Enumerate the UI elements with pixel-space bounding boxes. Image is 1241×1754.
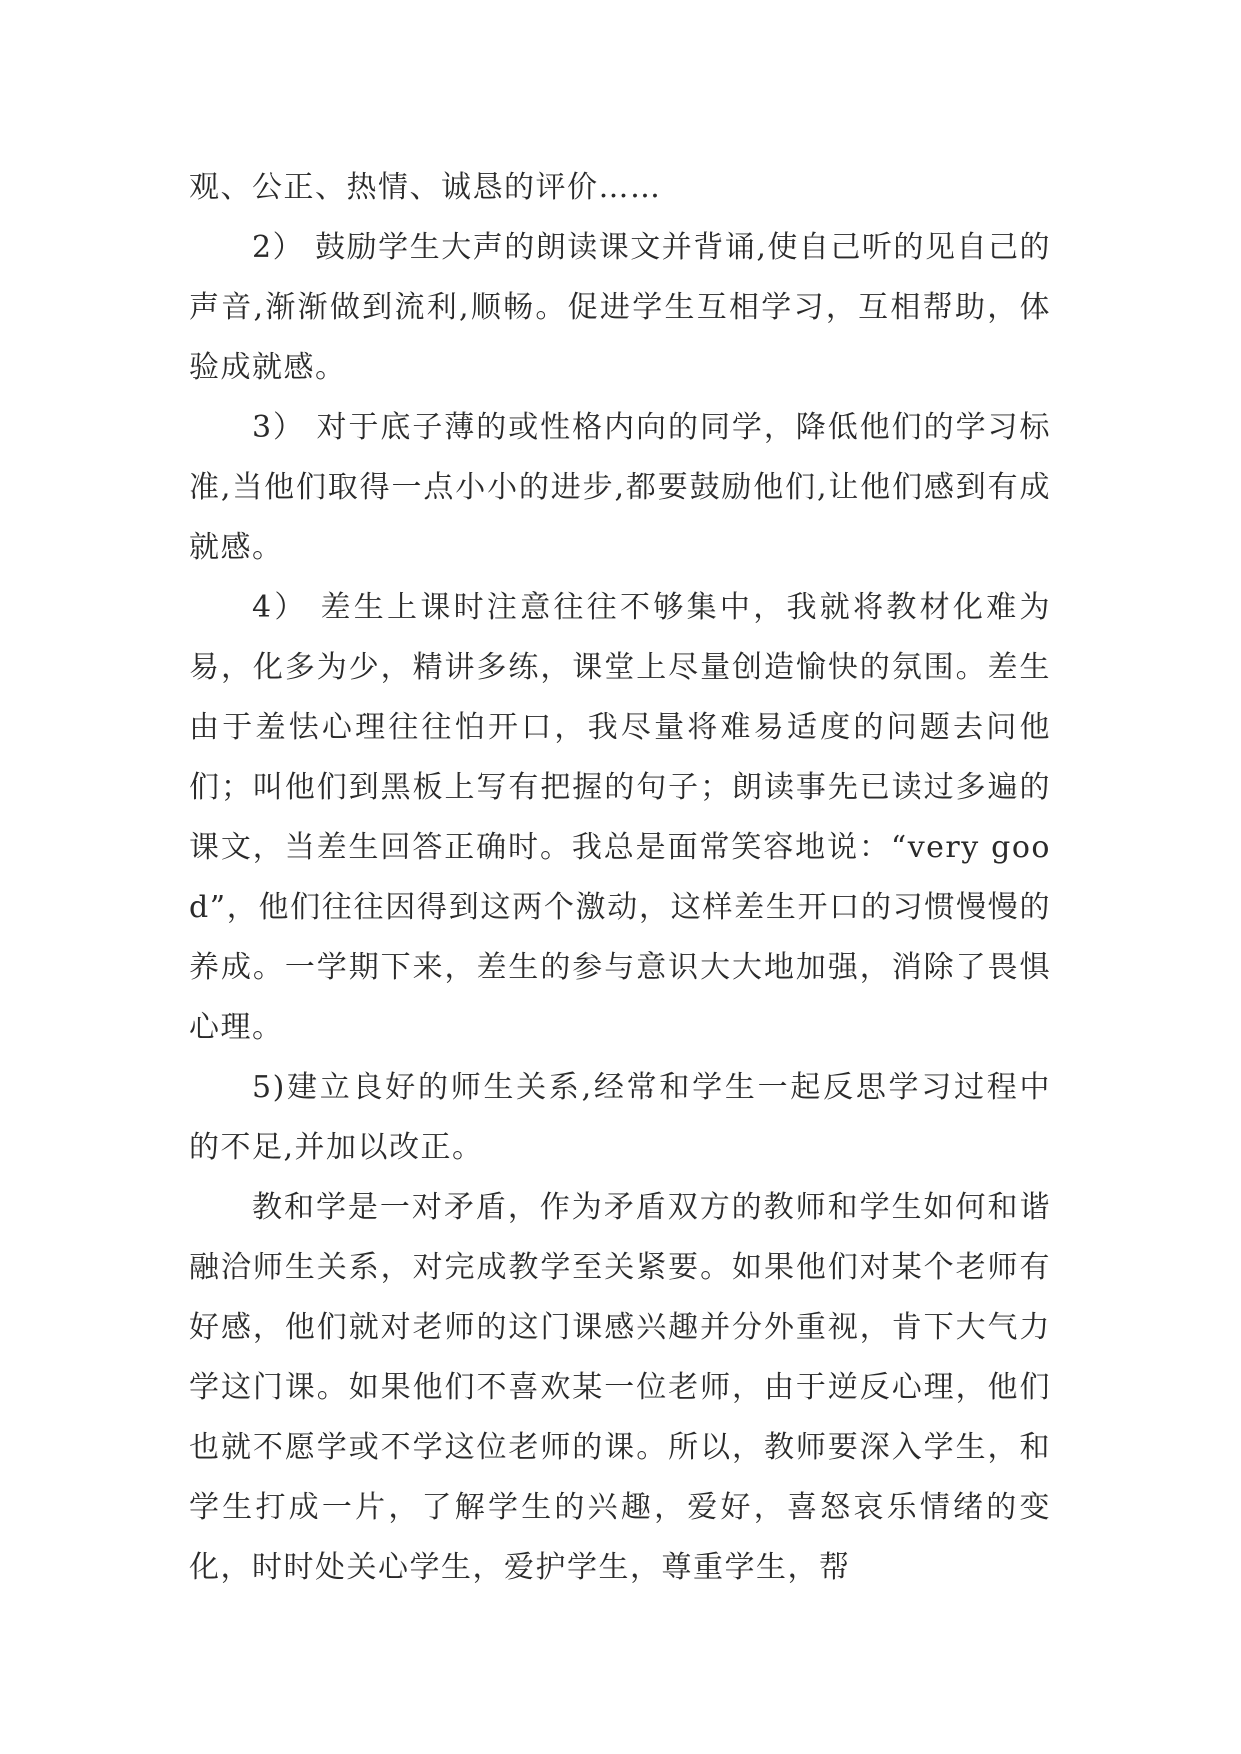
paragraph-item-5: 5)建立良好的师生关系,经常和学生一起反思学习过程中的不足,并加以改正。 xyxy=(189,1070,1051,1165)
document-body xyxy=(189,158,1051,1598)
paragraph-continuation: 观、公正、热情、诚恳的评价…… xyxy=(189,170,662,205)
paragraph-item-2: 2） 鼓励学生大声的朗读课文并背诵,使自己听的见自己的声音,渐渐做到流利,顺畅。促进学生互相学习，互相帮助，体验成就感。 xyxy=(189,230,1051,385)
paragraph-item-4: 4） 差生上课时注意往往不够集中，我就将教材化难为易，化多为少，精讲多练，课堂上尽量创造愉快的氛围。差生由于羞怯心理往往怕开口，我尽量将难易适度的问题去问他们；叫他们到黑板上写有把握的句子；朗读事先已读过多遍的课文，当差生回答正确时。我总是面常笑容地说：“very good”，他们往往因得到这两个激动，这样差生开口的习惯慢慢的养成。一学期下来，差生的参与意识大大地加强，消除了畏惧心理。 xyxy=(189,590,1051,1045)
paragraph-teacher-student: 教和学是一对矛盾，作为矛盾双方的教师和学生如何和谐融洽师生关系，对完成教学至关紧要。如果他们对某个老师有好感，他们就对老师的这门课感兴趣并分外重视，肯下大气力学这门课。如果他们不喜欢某一位老师，由于逆反心理，他们也就不愿学或不学这位老师的课。所以，教师要深入学生，和学生打成一片，了解学生的兴趣，爱好，喜怒哀乐情绪的变化，时时处关心学生，爱护学生，尊重学生，帮 xyxy=(189,1190,1051,1585)
paragraph-item-3: 3） 对于底子薄的或性格内向的同学，降低他们的学习标准,当他们取得一点小小的进步,都要鼓励他们,让他们感到有成就感。 xyxy=(189,410,1051,565)
